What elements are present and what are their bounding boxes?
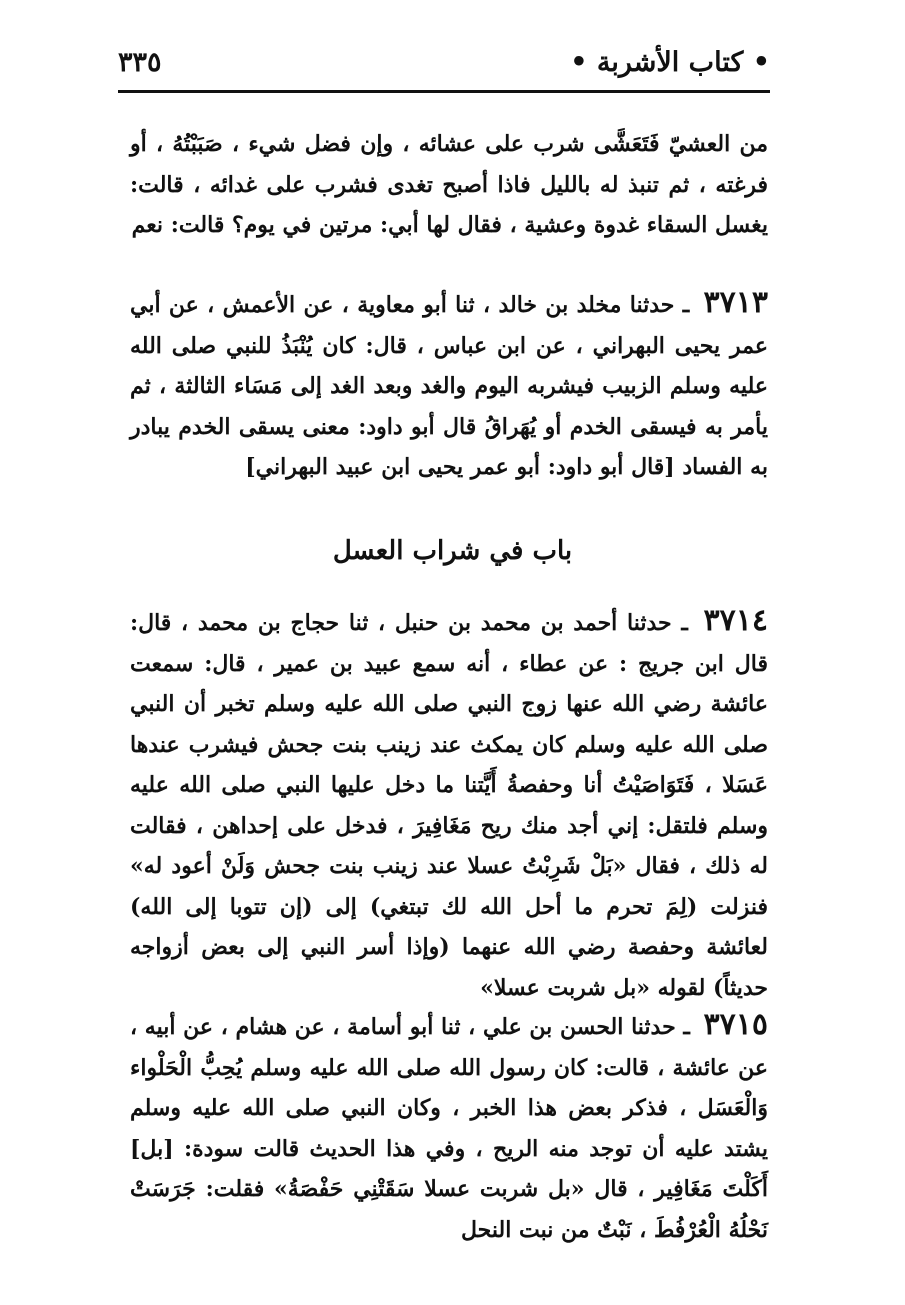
hadith-text: ـ حدثنا أحمد بن محمد بن حنبل ، ثنا حجاج بن محمد ، قال: قال ابن جريج : عن عطاء ، أنه سمع عبيد بن عمير ، قال: سمعت عائشة رضي الله عنها زوج النبي صلى الله عليه وسلم تخبر أن النبي صلى الله عليه وسلم كان يمكث عند زينب بنت جحش فيشرب عندها عَسَلا ، فَتَوَاصَيْتُ أنا وحفصةُ أَيَّتنا ما دخل عليها النبي صلى الله عليه وسلم فلتقل: إني أجد منك ريح مَغَافِيرَ ، فدخل على إحداهن ، فقالت له ذلك ، فقال «بَلْ شَرِبْتُ عسلا عند زينب بنت جحش وَلَنْ أعود له» فنزلت (لِمَ تحرم ما أحل الله لك تبتغي) إلى (إن تتوبا إلى الله) لعائشة وحفصة رضي الله عنهما (وإذا أسر النبي إلى بعض أزواجه حديثاً) لقوله «بل شربت عسلا»	[130, 610, 768, 1001]
hadith-text: ـ حدثنا الحسن بن علي ، ثنا أبو أسامة ، عن هشام ، عن أبيه ، عن عائشة ، قالت: كان رسول الله صلى الله عليه وسلم يُحِبُّ الْحَلْواء وَالْعَسَل ، فذكر بعض هذا الخبر ، وكان النبي صلى الله عليه وسلم يشتد عليه أن توجد منه الريح ، وفي هذا الحديث قالت سودة: [بل] أَكَلْتَ مَغَافِير ، قال «بل شربت عسلا سَقَتْنِي حَفْصَةُ» فقلت: جَرَسَتْ نَحْلُهُ الْعُرْفُطَ ، نَبْتٌ من نبت النحل	[130, 1014, 768, 1243]
continuation-paragraph	[130, 124, 768, 246]
hadith-text: ـ حدثنا مخلد بن خالد ، ثنا أبو معاوية ، عن الأعمش ، عن أبي عمر يحيى البهراني ، عن ابن عباس ، قال: كان يُنْبَذُ للنبي صلى الله عليه وسلم الزبيب فيشربه اليوم والغد وبعد الغد إلى مَسَاء الثالثة ، ثم يأمر به فيسقى الخدم أو يُهَراقُ قال أبو داود: معنى يسقى الخدم يبادر به الفساد [قال أبو داود: أبو عمر يحيى ابن عبيد البهراني]	[130, 292, 768, 480]
hadith-3715	[130, 1005, 768, 1250]
hadith-3713	[130, 283, 768, 488]
hadith-number: ٣٧١٥	[703, 1007, 768, 1042]
hadith-3714	[130, 601, 768, 1008]
page-number: ٣٣٥	[118, 46, 162, 78]
chapter-title: • كتاب الأشربة •	[570, 46, 770, 78]
hadith-number: ٣٧١٤	[703, 603, 768, 638]
continuation-text: من العشيّ فَتَعَشَّى شرب على عشائه ، وإن فضل شيء ، صَبَبْتُهُ ، أو فرغته ، ثم تنبذ له بالليل فاذا أصبح تغدى فشرب على غدائه ، قالت: يغسل السقاء غدوة وعشية ، فقال لها أبي: مرتين في يوم؟ قالت: نعم	[130, 131, 768, 238]
running-head	[118, 38, 770, 86]
header-rule	[118, 90, 770, 93]
section-heading: باب في شراب العسل	[332, 536, 573, 566]
hadith-number: ٣٧١٣	[703, 285, 768, 320]
